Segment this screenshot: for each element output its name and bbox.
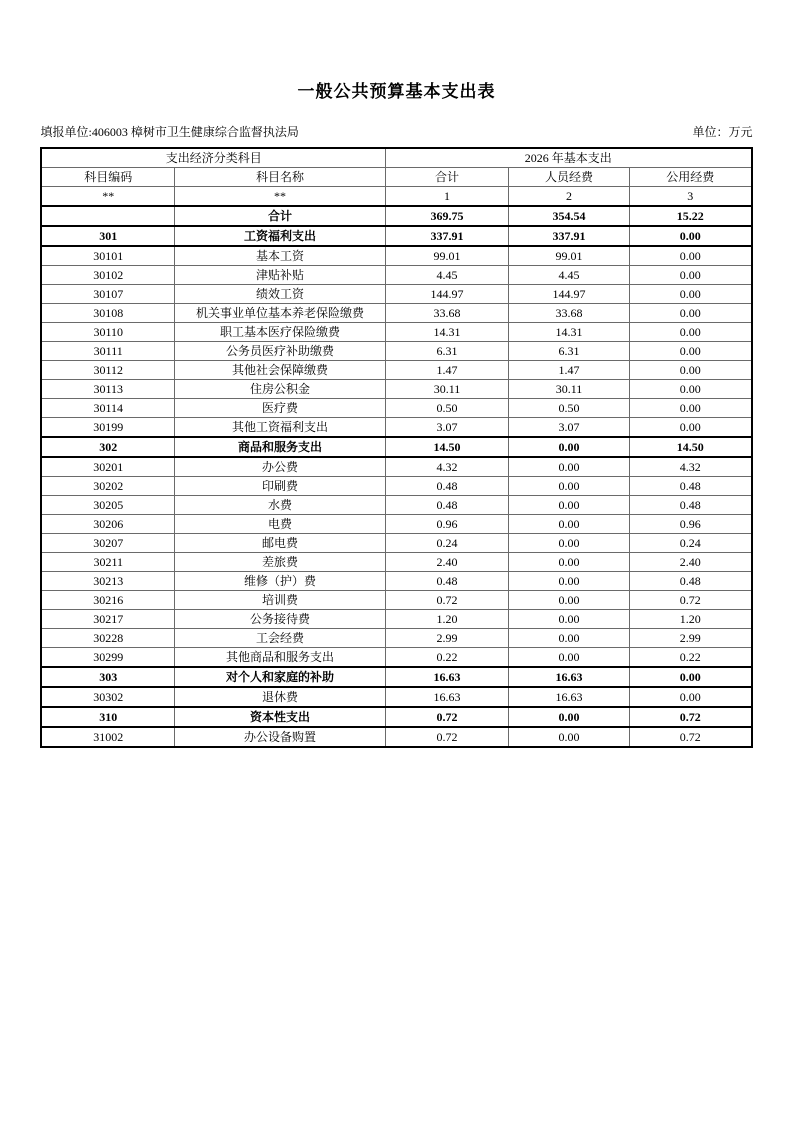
- cell-personnel: 0.00: [508, 534, 629, 553]
- cell-name: 水费: [174, 496, 385, 515]
- cell-total: 0.72: [385, 707, 508, 727]
- cell-code: 30211: [41, 553, 174, 572]
- cell-total: 0.22: [385, 648, 508, 668]
- cell-total: 14.31: [385, 323, 508, 342]
- cell-code: 30205: [41, 496, 174, 515]
- cell-public: 0.48: [629, 496, 751, 515]
- cell-personnel: 0.00: [508, 629, 629, 648]
- cell-code: 30112: [41, 361, 174, 380]
- cell-total: 2.99: [385, 629, 508, 648]
- cell-code: 30228: [41, 629, 174, 648]
- cell-name: 公务接待费: [174, 610, 385, 629]
- cell-personnel: 0.00: [508, 437, 629, 457]
- cell-name: 其他商品和服务支出: [174, 648, 385, 668]
- cell-public: 1.20: [629, 610, 751, 629]
- cell-code: 30202: [41, 477, 174, 496]
- cell-public: 14.50: [629, 437, 751, 457]
- cell-name: 印刷费: [174, 477, 385, 496]
- cell-public: 15.22: [629, 206, 751, 226]
- cell-name: 邮电费: [174, 534, 385, 553]
- cell-total: 369.75: [385, 206, 508, 226]
- cell-total: 0.96: [385, 515, 508, 534]
- table-row: [41, 591, 751, 610]
- cell-public: 0.00: [629, 226, 751, 246]
- cell-name: 职工基本医疗保险缴费: [174, 323, 385, 342]
- cell-name: 工会经费: [174, 629, 385, 648]
- header-columns-row: [41, 168, 751, 187]
- column-marker: 1: [385, 187, 508, 207]
- cell-code: 30207: [41, 534, 174, 553]
- cell-code: 302: [41, 437, 174, 457]
- cell-total: 30.11: [385, 380, 508, 399]
- table-row: [41, 667, 751, 687]
- cell-code: 30108: [41, 304, 174, 323]
- cell-public: 0.00: [629, 399, 751, 418]
- cell-name: 基本工资: [174, 246, 385, 266]
- cell-name: 合计: [174, 206, 385, 226]
- cell-personnel: 337.91: [508, 226, 629, 246]
- cell-public: 0.00: [629, 380, 751, 399]
- cell-name: 其他社会保障缴费: [174, 361, 385, 380]
- cell-personnel: 0.00: [508, 648, 629, 668]
- table-row: [41, 553, 751, 572]
- cell-name: 医疗费: [174, 399, 385, 418]
- column-header: 科目名称: [174, 168, 385, 187]
- header-subject-classification-group: 支出经济分类科目: [41, 148, 385, 168]
- cell-code: 30206: [41, 515, 174, 534]
- table-body: [41, 206, 751, 747]
- table-row: [41, 285, 751, 304]
- column-marker: **: [41, 187, 174, 207]
- cell-personnel: 33.68: [508, 304, 629, 323]
- cell-code: 310: [41, 707, 174, 727]
- cell-total: 6.31: [385, 342, 508, 361]
- table-row: [41, 266, 751, 285]
- cell-public: 0.48: [629, 572, 751, 591]
- cell-personnel: 0.00: [508, 591, 629, 610]
- cell-name: 办公费: [174, 457, 385, 477]
- header-group-row: [41, 148, 751, 168]
- table-row: [41, 610, 751, 629]
- cell-personnel: 354.54: [508, 206, 629, 226]
- table-row: [41, 246, 751, 266]
- table-row: [41, 323, 751, 342]
- column-marker: 2: [508, 187, 629, 207]
- table-row: [41, 515, 751, 534]
- cell-code: 30113: [41, 380, 174, 399]
- cell-name: 绩效工资: [174, 285, 385, 304]
- cell-name: 退休费: [174, 687, 385, 707]
- table-row: [41, 437, 751, 457]
- cell-public: 0.00: [629, 323, 751, 342]
- cell-public: 0.72: [629, 727, 751, 747]
- page-title: 一般公共预算基本支出表: [297, 82, 496, 101]
- cell-name: 电费: [174, 515, 385, 534]
- table-row: [41, 477, 751, 496]
- cell-public: 0.72: [629, 591, 751, 610]
- cell-personnel: 0.00: [508, 572, 629, 591]
- cell-personnel: 14.31: [508, 323, 629, 342]
- cell-code: 303: [41, 667, 174, 687]
- cell-personnel: 0.00: [508, 727, 629, 747]
- cell-name: 商品和服务支出: [174, 437, 385, 457]
- table-row: [41, 629, 751, 648]
- cell-personnel: 0.00: [508, 610, 629, 629]
- cell-total: 0.48: [385, 477, 508, 496]
- cell-name: 公务员医疗补助缴费: [174, 342, 385, 361]
- cell-personnel: 0.00: [508, 457, 629, 477]
- cell-name: 对个人和家庭的补助: [174, 667, 385, 687]
- table-header: [41, 148, 751, 206]
- cell-code: 30107: [41, 285, 174, 304]
- cell-total: 4.45: [385, 266, 508, 285]
- cell-total: 0.72: [385, 727, 508, 747]
- cell-public: 0.00: [629, 246, 751, 266]
- cell-code: 30299: [41, 648, 174, 668]
- table-row: [41, 496, 751, 515]
- table-row: [41, 707, 751, 727]
- cell-code: 30217: [41, 610, 174, 629]
- column-marker: 3: [629, 187, 751, 207]
- cell-total: 3.07: [385, 418, 508, 438]
- cell-name: 资本性支出: [174, 707, 385, 727]
- table-row: [41, 534, 751, 553]
- cell-code: 30199: [41, 418, 174, 438]
- cell-public: 0.00: [629, 266, 751, 285]
- cell-total: 0.48: [385, 496, 508, 515]
- table-row: [41, 399, 751, 418]
- table-row: [41, 418, 751, 438]
- table-row: [41, 304, 751, 323]
- cell-code: 30110: [41, 323, 174, 342]
- column-header: 人员经费: [508, 168, 629, 187]
- column-header: 公用经费: [629, 168, 751, 187]
- cell-code: 30201: [41, 457, 174, 477]
- cell-name: 维修（护）费: [174, 572, 385, 591]
- cell-public: 0.22: [629, 648, 751, 668]
- table-row: [41, 226, 751, 246]
- cell-code: 30102: [41, 266, 174, 285]
- cell-personnel: 6.31: [508, 342, 629, 361]
- cell-total: 16.63: [385, 687, 508, 707]
- cell-code: 30111: [41, 342, 174, 361]
- cell-personnel: 16.63: [508, 687, 629, 707]
- cell-personnel: 0.50: [508, 399, 629, 418]
- cell-total: 4.32: [385, 457, 508, 477]
- cell-personnel: 4.45: [508, 266, 629, 285]
- cell-total: 0.24: [385, 534, 508, 553]
- cell-public: 4.32: [629, 457, 751, 477]
- cell-public: 0.24: [629, 534, 751, 553]
- cell-personnel: 99.01: [508, 246, 629, 266]
- expenditure-table: [40, 147, 752, 748]
- cell-total: 337.91: [385, 226, 508, 246]
- cell-public: 0.00: [629, 687, 751, 707]
- cell-total: 0.50: [385, 399, 508, 418]
- column-marker: **: [174, 187, 385, 207]
- cell-total: 1.47: [385, 361, 508, 380]
- cell-total: 14.50: [385, 437, 508, 457]
- reporting-unit-label: 填报单位:406003 樟树市卫生健康综合监督执法局: [40, 125, 299, 139]
- cell-total: 144.97: [385, 285, 508, 304]
- cell-personnel: 0.00: [508, 515, 629, 534]
- cell-public: 0.96: [629, 515, 751, 534]
- cell-name: 其他工资福利支出: [174, 418, 385, 438]
- cell-total: 1.20: [385, 610, 508, 629]
- cell-public: 0.00: [629, 342, 751, 361]
- cell-code: 31002: [41, 727, 174, 747]
- cell-personnel: 1.47: [508, 361, 629, 380]
- cell-public: 0.00: [629, 285, 751, 304]
- cell-personnel: 144.97: [508, 285, 629, 304]
- header-marker-row: [41, 187, 751, 207]
- table-row: [41, 687, 751, 707]
- column-header: 合计: [385, 168, 508, 187]
- cell-total: 99.01: [385, 246, 508, 266]
- cell-code: 30216: [41, 591, 174, 610]
- cell-name: 办公设备购置: [174, 727, 385, 747]
- header-basic-expenditure-group: 2026 年基本支出: [385, 148, 751, 168]
- cell-total: 2.40: [385, 553, 508, 572]
- cell-personnel: 0.00: [508, 477, 629, 496]
- cell-name: 工资福利支出: [174, 226, 385, 246]
- cell-personnel: 0.00: [508, 553, 629, 572]
- table-row: [41, 648, 751, 668]
- cell-total: 16.63: [385, 667, 508, 687]
- currency-unit-label: 单位：万元: [692, 125, 753, 139]
- table-row: [41, 572, 751, 591]
- cell-total: 0.48: [385, 572, 508, 591]
- cell-public: 0.00: [629, 667, 751, 687]
- cell-name: 差旅费: [174, 553, 385, 572]
- column-header: 科目编码: [41, 168, 174, 187]
- table-row: [41, 457, 751, 477]
- cell-public: 0.48: [629, 477, 751, 496]
- table-row: [41, 361, 751, 380]
- cell-personnel: 0.00: [508, 707, 629, 727]
- table-row: [41, 727, 751, 747]
- cell-total: 0.72: [385, 591, 508, 610]
- cell-public: 0.00: [629, 361, 751, 380]
- cell-code: 30114: [41, 399, 174, 418]
- cell-public: 2.40: [629, 553, 751, 572]
- cell-name: 住房公积金: [174, 380, 385, 399]
- cell-code: 301: [41, 226, 174, 246]
- cell-name: 培训费: [174, 591, 385, 610]
- cell-name: 津贴补贴: [174, 266, 385, 285]
- table-row: [41, 206, 751, 226]
- cell-code: 30213: [41, 572, 174, 591]
- cell-personnel: 3.07: [508, 418, 629, 438]
- table-row: [41, 342, 751, 361]
- cell-personnel: 30.11: [508, 380, 629, 399]
- cell-public: 2.99: [629, 629, 751, 648]
- cell-name: 机关事业单位基本养老保险缴费: [174, 304, 385, 323]
- cell-code: [41, 206, 174, 226]
- cell-public: 0.72: [629, 707, 751, 727]
- cell-public: 0.00: [629, 418, 751, 438]
- cell-code: 30101: [41, 246, 174, 266]
- table-row: [41, 380, 751, 399]
- cell-code: 30302: [41, 687, 174, 707]
- cell-personnel: 0.00: [508, 496, 629, 515]
- cell-total: 33.68: [385, 304, 508, 323]
- meta-row: [41, 123, 753, 140]
- cell-public: 0.00: [629, 304, 751, 323]
- cell-personnel: 16.63: [508, 667, 629, 687]
